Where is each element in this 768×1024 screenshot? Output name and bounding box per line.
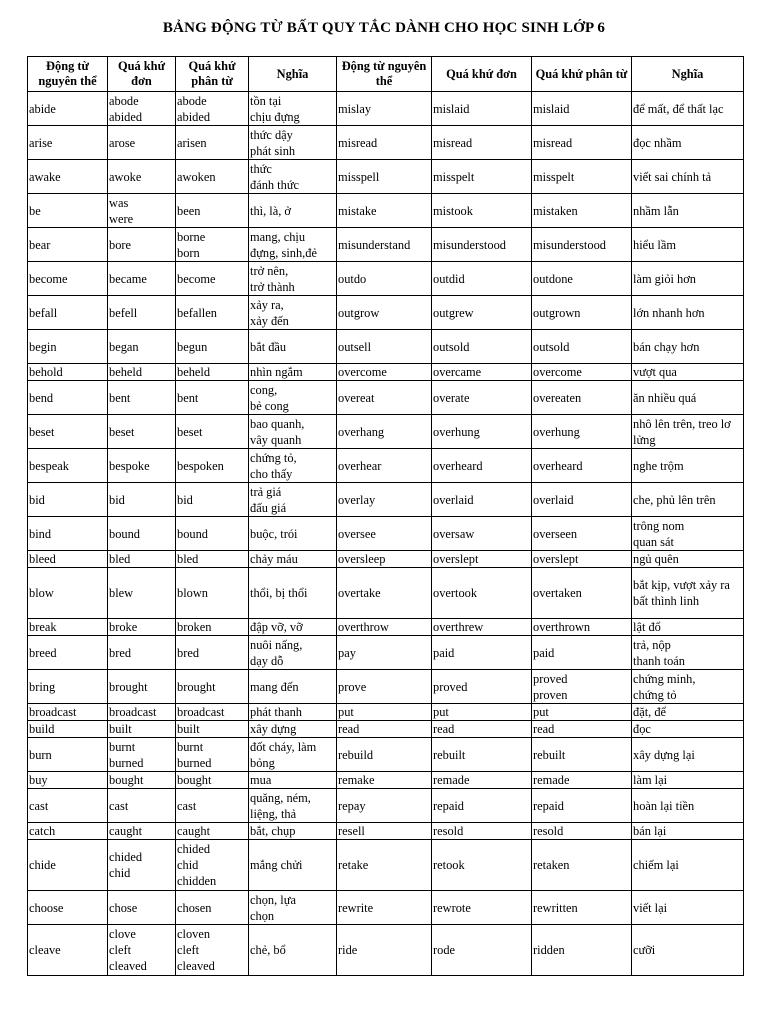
cell-infinitive: retake: [337, 840, 432, 891]
table-row: [28, 92, 744, 126]
cell-past-simple: rode: [432, 925, 532, 976]
cell-past-simple: bespoke: [108, 449, 176, 483]
cell-past-simple: broadcast: [108, 704, 176, 721]
cell-meaning: bán chạy hơn: [632, 330, 744, 364]
cell-meaning: đặt, để: [632, 704, 744, 721]
table-row: [28, 449, 744, 483]
cell-infinitive: overtake: [337, 568, 432, 619]
table-row: [28, 823, 744, 840]
cell-meaning: để mất, để thất lạc: [632, 92, 744, 126]
cell-past-participle: put: [532, 704, 632, 721]
cell-past-simple: overthrew: [432, 619, 532, 636]
table-row: [28, 262, 744, 296]
cell-infinitive: overthrow: [337, 619, 432, 636]
cell-past-participle: bent: [176, 381, 249, 415]
cell-past-simple: misspelt: [432, 160, 532, 194]
cell-past-participle: brought: [176, 670, 249, 704]
cell-infinitive: catch: [28, 823, 108, 840]
cell-meaning: lật đổ: [632, 619, 744, 636]
cell-infinitive: outgrow: [337, 296, 432, 330]
cell-meaning: thức dậy phát sinh: [249, 126, 337, 160]
cell-infinitive: rewrite: [337, 891, 432, 925]
cell-past-participle: been: [176, 194, 249, 228]
cell-infinitive: broadcast: [28, 704, 108, 721]
cell-past-participle: read: [532, 721, 632, 738]
cell-infinitive: choose: [28, 891, 108, 925]
cell-infinitive: overcome: [337, 364, 432, 381]
cell-infinitive: abide: [28, 92, 108, 126]
cell-meaning: nhầm lẫn: [632, 194, 744, 228]
cell-meaning: bán lại: [632, 823, 744, 840]
cell-infinitive: chide: [28, 840, 108, 891]
cell-meaning: bắt đầu: [249, 330, 337, 364]
header-past-simple: Quá khứ đơn: [432, 57, 532, 92]
cell-past-simple: read: [432, 721, 532, 738]
cell-past-participle: bespoken: [176, 449, 249, 483]
cell-infinitive: mislay: [337, 92, 432, 126]
cell-past-participle: misspelt: [532, 160, 632, 194]
cell-meaning: nuôi nấng, dạy dỗ: [249, 636, 337, 670]
header-meaning: Nghĩa: [249, 57, 337, 92]
table-row: [28, 364, 744, 381]
irregular-verbs-table: [27, 56, 744, 976]
cell-past-simple: rewrote: [432, 891, 532, 925]
cell-infinitive: bespeak: [28, 449, 108, 483]
cell-past-participle: overcome: [532, 364, 632, 381]
cell-past-participle: proved proven: [532, 670, 632, 704]
cell-infinitive: oversee: [337, 517, 432, 551]
cell-past-participle: outsold: [532, 330, 632, 364]
cell-infinitive: put: [337, 704, 432, 721]
cell-past-participle: bought: [176, 772, 249, 789]
cell-meaning: ngủ quên: [632, 551, 744, 568]
cell-past-simple: blew: [108, 568, 176, 619]
cell-infinitive: build: [28, 721, 108, 738]
table-row: [28, 551, 744, 568]
table-row: [28, 160, 744, 194]
cell-meaning: quăng, ném, liệng, thả: [249, 789, 337, 823]
cell-meaning: viết lại: [632, 891, 744, 925]
cell-meaning: nhô lên trên, treo lơ lửng: [632, 415, 744, 449]
cell-past-participle: chosen: [176, 891, 249, 925]
cell-past-simple: mistook: [432, 194, 532, 228]
cell-past-participle: befallen: [176, 296, 249, 330]
cell-past-participle: overthrown: [532, 619, 632, 636]
cell-infinitive: bid: [28, 483, 108, 517]
cell-infinitive: mistake: [337, 194, 432, 228]
cell-past-simple: bought: [108, 772, 176, 789]
cell-meaning: đốt cháy, làm bỏng: [249, 738, 337, 772]
cell-past-simple: cast: [108, 789, 176, 823]
cell-past-participle: beset: [176, 415, 249, 449]
cell-meaning: vượt qua: [632, 364, 744, 381]
cell-past-participle: bid: [176, 483, 249, 517]
table-row: [28, 738, 744, 772]
cell-meaning: thổi, bị thổi: [249, 568, 337, 619]
table-body: [28, 92, 744, 976]
cell-meaning: che, phủ lên trên: [632, 483, 744, 517]
cell-past-participle: begun: [176, 330, 249, 364]
cell-meaning: chiếm lại: [632, 840, 744, 891]
table-row: [28, 772, 744, 789]
cell-infinitive: burn: [28, 738, 108, 772]
cell-meaning: hoàn lại tiền: [632, 789, 744, 823]
cell-past-participle: overlaid: [532, 483, 632, 517]
cell-past-participle: misunderstood: [532, 228, 632, 262]
cell-past-participle: misread: [532, 126, 632, 160]
header-infinitive: Động từ nguyên thể: [28, 57, 108, 92]
cell-infinitive: misspell: [337, 160, 432, 194]
cell-meaning: bao quanh, vây quanh: [249, 415, 337, 449]
cell-past-simple: arose: [108, 126, 176, 160]
cell-past-simple: became: [108, 262, 176, 296]
cell-past-simple: overhung: [432, 415, 532, 449]
cell-past-simple: chided chid: [108, 840, 176, 891]
cell-meaning: bắt kịp, vượt xảy ra bất thình linh: [632, 568, 744, 619]
cell-infinitive: overeat: [337, 381, 432, 415]
cell-past-simple: bent: [108, 381, 176, 415]
table-row: [28, 517, 744, 551]
cell-meaning: trả giá đấu giá: [249, 483, 337, 517]
cell-past-participle: mislaid: [532, 92, 632, 126]
cell-infinitive: read: [337, 721, 432, 738]
cell-infinitive: overlay: [337, 483, 432, 517]
cell-past-simple: proved: [432, 670, 532, 704]
cell-meaning: xây dựng lại: [632, 738, 744, 772]
cell-infinitive: prove: [337, 670, 432, 704]
cell-meaning: nhìn ngắm: [249, 364, 337, 381]
cell-past-participle: become: [176, 262, 249, 296]
cell-past-simple: overate: [432, 381, 532, 415]
cell-meaning: trông nom quan sát: [632, 517, 744, 551]
cell-meaning: xảy ra, xảy đến: [249, 296, 337, 330]
cell-past-simple: brought: [108, 670, 176, 704]
cell-infinitive: outdo: [337, 262, 432, 296]
cell-meaning: hiểu lầm: [632, 228, 744, 262]
cell-infinitive: oversleep: [337, 551, 432, 568]
cell-past-participle: built: [176, 721, 249, 738]
cell-past-simple: mislaid: [432, 92, 532, 126]
cell-past-simple: put: [432, 704, 532, 721]
cell-past-simple: burnt burned: [108, 738, 176, 772]
cell-past-simple: bore: [108, 228, 176, 262]
cell-meaning: mang, chịu đựng, sinh,đẻ: [249, 228, 337, 262]
table-row: [28, 891, 744, 925]
cell-infinitive: overhang: [337, 415, 432, 449]
table-header-row: [28, 57, 744, 92]
table-row: [28, 704, 744, 721]
cell-infinitive: cast: [28, 789, 108, 823]
table-row: [28, 670, 744, 704]
cell-past-participle: caught: [176, 823, 249, 840]
cell-past-participle: chided chid chidden: [176, 840, 249, 891]
cell-meaning: trả, nộp thanh toán: [632, 636, 744, 670]
cell-infinitive: rebuild: [337, 738, 432, 772]
cell-meaning: cưỡi: [632, 925, 744, 976]
cell-past-simple: remade: [432, 772, 532, 789]
cell-past-participle: awoken: [176, 160, 249, 194]
header-past-participle: Quá khứ phân từ: [176, 57, 249, 92]
table-row: [28, 194, 744, 228]
cell-infinitive: bleed: [28, 551, 108, 568]
cell-infinitive: bind: [28, 517, 108, 551]
cell-past-participle: bled: [176, 551, 249, 568]
cell-past-simple: overlaid: [432, 483, 532, 517]
cell-infinitive: bear: [28, 228, 108, 262]
cell-infinitive: break: [28, 619, 108, 636]
cell-meaning: phát thanh: [249, 704, 337, 721]
cell-past-simple: rebuilt: [432, 738, 532, 772]
cell-infinitive: bend: [28, 381, 108, 415]
cell-past-simple: retook: [432, 840, 532, 891]
cell-meaning: đọc: [632, 721, 744, 738]
cell-past-participle: rewritten: [532, 891, 632, 925]
cell-meaning: trở nên, trở thành: [249, 262, 337, 296]
cell-past-simple: clove cleft cleaved: [108, 925, 176, 976]
cell-past-simple: bid: [108, 483, 176, 517]
cell-past-participle: paid: [532, 636, 632, 670]
cell-past-simple: misread: [432, 126, 532, 160]
cell-past-participle: cloven cleft cleaved: [176, 925, 249, 976]
cell-past-participle: bound: [176, 517, 249, 551]
table-row: [28, 228, 744, 262]
cell-meaning: làm lại: [632, 772, 744, 789]
cell-past-simple: paid: [432, 636, 532, 670]
cell-meaning: chứng tỏ, cho thấy: [249, 449, 337, 483]
cell-past-simple: outdid: [432, 262, 532, 296]
cell-meaning: mua: [249, 772, 337, 789]
table-row: [28, 925, 744, 976]
table-row: [28, 330, 744, 364]
cell-infinitive: arise: [28, 126, 108, 160]
cell-infinitive: blow: [28, 568, 108, 619]
cell-meaning: buộc, trói: [249, 517, 337, 551]
cell-meaning: chảy máu: [249, 551, 337, 568]
cell-past-simple: overtook: [432, 568, 532, 619]
table-row: [28, 483, 744, 517]
cell-past-simple: built: [108, 721, 176, 738]
cell-past-simple: outgrew: [432, 296, 532, 330]
cell-past-simple: beset: [108, 415, 176, 449]
cell-past-participle: repaid: [532, 789, 632, 823]
cell-past-simple: repaid: [432, 789, 532, 823]
cell-past-participle: broadcast: [176, 704, 249, 721]
cell-meaning: mang đến: [249, 670, 337, 704]
cell-past-participle: resold: [532, 823, 632, 840]
cell-past-simple: was were: [108, 194, 176, 228]
cell-meaning: đọc nhầm: [632, 126, 744, 160]
table-row: [28, 381, 744, 415]
cell-past-simple: chose: [108, 891, 176, 925]
cell-infinitive: bring: [28, 670, 108, 704]
cell-infinitive: beset: [28, 415, 108, 449]
cell-infinitive: begin: [28, 330, 108, 364]
cell-past-participle: bred: [176, 636, 249, 670]
cell-infinitive: misread: [337, 126, 432, 160]
cell-past-simple: awoke: [108, 160, 176, 194]
cell-past-simple: misunderstood: [432, 228, 532, 262]
header-infinitive: Động từ nguyên thể: [337, 57, 432, 92]
cell-past-simple: overslept: [432, 551, 532, 568]
table-row: [28, 789, 744, 823]
cell-infinitive: outsell: [337, 330, 432, 364]
cell-past-participle: ridden: [532, 925, 632, 976]
table-row: [28, 840, 744, 891]
table-row: [28, 619, 744, 636]
cell-past-participle: outgrown: [532, 296, 632, 330]
cell-infinitive: pay: [337, 636, 432, 670]
cell-meaning: lớn nhanh hơn: [632, 296, 744, 330]
cell-meaning: thì, là, ở: [249, 194, 337, 228]
cell-infinitive: repay: [337, 789, 432, 823]
cell-past-participle: abode abided: [176, 92, 249, 126]
cell-past-simple: oversaw: [432, 517, 532, 551]
cell-past-participle: overslept: [532, 551, 632, 568]
header-past-participle: Quá khứ phân từ: [532, 57, 632, 92]
cell-meaning: thức đánh thức: [249, 160, 337, 194]
cell-past-participle: outdone: [532, 262, 632, 296]
cell-past-simple: outsold: [432, 330, 532, 364]
cell-past-simple: broke: [108, 619, 176, 636]
cell-infinitive: overhear: [337, 449, 432, 483]
table-row: [28, 415, 744, 449]
cell-infinitive: misunderstand: [337, 228, 432, 262]
cell-meaning: viết sai chính tả: [632, 160, 744, 194]
header-meaning: Nghĩa: [632, 57, 744, 92]
cell-past-participle: mistaken: [532, 194, 632, 228]
cell-past-simple: beheld: [108, 364, 176, 381]
cell-past-simple: bound: [108, 517, 176, 551]
cell-past-participle: rebuilt: [532, 738, 632, 772]
table-row: [28, 568, 744, 619]
cell-past-participle: retaken: [532, 840, 632, 891]
cell-past-participle: borne born: [176, 228, 249, 262]
cell-past-participle: remade: [532, 772, 632, 789]
cell-meaning: cong, bẻ cong: [249, 381, 337, 415]
cell-meaning: mắng chửi: [249, 840, 337, 891]
cell-past-simple: bred: [108, 636, 176, 670]
cell-past-simple: caught: [108, 823, 176, 840]
cell-meaning: bắt, chụp: [249, 823, 337, 840]
cell-infinitive: resell: [337, 823, 432, 840]
cell-past-participle: overeaten: [532, 381, 632, 415]
cell-infinitive: ride: [337, 925, 432, 976]
cell-past-participle: overseen: [532, 517, 632, 551]
cell-meaning: tồn tại chịu đựng: [249, 92, 337, 126]
cell-past-participle: beheld: [176, 364, 249, 381]
cell-past-participle: broken: [176, 619, 249, 636]
cell-past-participle: blown: [176, 568, 249, 619]
cell-past-participle: cast: [176, 789, 249, 823]
table-row: [28, 721, 744, 738]
page-title: BẢNG ĐỘNG TỪ BẤT QUY TẮC DÀNH CHO HỌC SINH LỚP 6: [162, 20, 606, 36]
table-row: [28, 296, 744, 330]
cell-past-simple: bled: [108, 551, 176, 568]
cell-meaning: chọn, lựa chọn: [249, 891, 337, 925]
cell-meaning: chứng minh, chứng tỏ: [632, 670, 744, 704]
cell-meaning: đập vỡ, vỡ: [249, 619, 337, 636]
cell-infinitive: cleave: [28, 925, 108, 976]
cell-meaning: xây dựng: [249, 721, 337, 738]
cell-infinitive: be: [28, 194, 108, 228]
cell-meaning: chẻ, bổ: [249, 925, 337, 976]
cell-past-simple: began: [108, 330, 176, 364]
cell-infinitive: awake: [28, 160, 108, 194]
cell-infinitive: behold: [28, 364, 108, 381]
cell-infinitive: buy: [28, 772, 108, 789]
header-past-simple: Quá khứ đơn: [108, 57, 176, 92]
cell-meaning: làm giỏi hơn: [632, 262, 744, 296]
cell-past-participle: arisen: [176, 126, 249, 160]
cell-meaning: ăn nhiều quá: [632, 381, 744, 415]
cell-infinitive: become: [28, 262, 108, 296]
cell-past-participle: burnt burned: [176, 738, 249, 772]
cell-past-participle: overhung: [532, 415, 632, 449]
cell-past-simple: befell: [108, 296, 176, 330]
cell-meaning: nghe trộm: [632, 449, 744, 483]
cell-past-simple: abode abided: [108, 92, 176, 126]
cell-past-simple: overcame: [432, 364, 532, 381]
cell-past-simple: overheard: [432, 449, 532, 483]
cell-past-participle: overheard: [532, 449, 632, 483]
cell-past-participle: overtaken: [532, 568, 632, 619]
table-row: [28, 636, 744, 670]
table-row: [28, 126, 744, 160]
cell-infinitive: breed: [28, 636, 108, 670]
cell-infinitive: befall: [28, 296, 108, 330]
cell-infinitive: remake: [337, 772, 432, 789]
cell-past-simple: resold: [432, 823, 532, 840]
